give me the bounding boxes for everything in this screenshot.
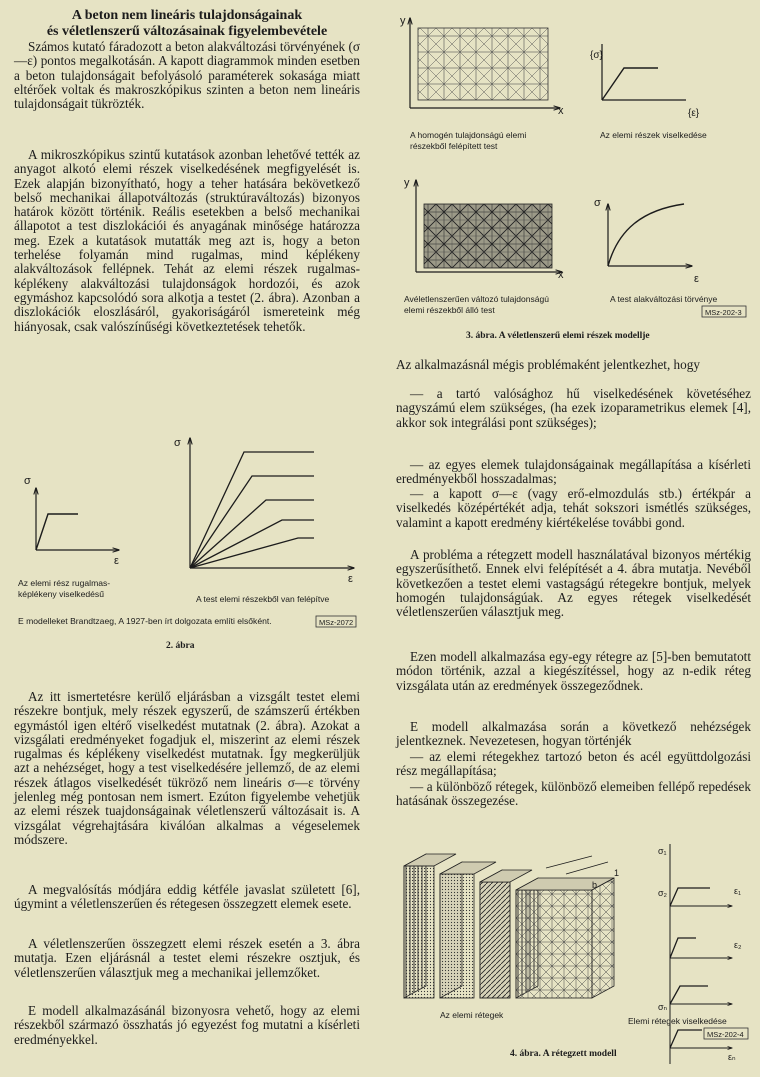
fig3-label-a-2: részekből felépített test [410, 141, 498, 151]
paragraph: Az itt ismertetésre kerülő eljárásban a vizsgált testet elemi részekre bontjuk, mely részek egyszerű, de számszerű értékben egymástól igen eltérő viselkedést mutatnak (2. ábra). Azokat a vizsgálati eredményeket fogadjuk el, miszerint az elemi részek rugalmas és képlékeny viselkedést mutatnak. Így megkerüljük azt a nehézséget, hogy a test viselkedésére jellemző, de az elemi részek átlagos viselkedését tükröző nem lineáris σ—ε törvény jelenleg még pontosan nem ismert. Ezúton figyelembe vehetjük az elemi részek tuajdonságainak véletlenszerű változásait is. A vizsgálat végrehajtására kiválóan alkalmas a végeselemek módszere. [14, 689, 360, 847]
eps-n: εₙ [728, 1052, 736, 1062]
dash-item: — a különböző rétegek, különböző elemeiben fellépő repedések hatásának összegezése. [396, 779, 751, 809]
sigma-1: σ₁ [658, 846, 667, 856]
element-behavior-diagram [590, 44, 700, 119]
x-axis-label: x [558, 269, 564, 281]
deformation-law-diagram [594, 197, 699, 285]
title-line-1: A beton nem lineáris tulajdonságainak [71, 8, 303, 23]
fig3-caption: 3. ábra. A véletlenszerű elemi részek modellje [466, 331, 650, 341]
homogeneous-body-diagram [400, 15, 564, 117]
fig4-label-right: Elemi rétegek viselkedése [628, 1016, 727, 1026]
dash-item: — a kapott σ—ε (vagy erő-elmozdulás stb.) értékpár a viselkedés középértékét adja, tehát sokszori ismétlés szükséges, valamint a kapott eredmény kiértékelése további gond. [396, 486, 751, 530]
epsilon-brace-label: {ε} [688, 108, 700, 119]
paragraph: Ezen modell alkalmazása egy-egy rétegre az [5]-ben bemutatott módon történik, azzal a kiegészítéssel, hogy az n-edik réteg vizsgálata után az eredmények összegeződnek. [396, 649, 751, 693]
dash-item: — az egyes elemek tulajdonságainak megállapítása a kísérleti eredményekből hosszadalmas; [396, 457, 751, 487]
fig2-label-right: A test elemi részekből van felépítve [196, 594, 330, 604]
paragraph: A véletlenszerűen összegzett elemi részek esetén a 3. ábra mutatja. Ezen eljárásnál a testet elemi részekre osztjuk, és véletlenszerűen választjuk meg a mechanikai jellemzőket. [14, 936, 360, 980]
figure-4 [396, 834, 751, 1072]
paragraph: A probléma a rétegzett modell használatával bizonyos mértékig egyszerűsíthető. Ennek elvi felépítését a 4. ábra mutatja. Nevéből következően a testet elemi vastagságú rétegekre bontjuk, melyek homogén tulajdonságúak. Az egyes rétegek viselkedését véletlenszerűen választjuk meg. [396, 547, 751, 620]
fig3-label-b: Az elemi részek viselkedése [600, 130, 707, 140]
figure-2 [14, 430, 360, 672]
sigma-brace-label: {σ} [590, 50, 603, 61]
fig4-caption: 4. ábra. A rétegzett modell [510, 1049, 617, 1059]
eps-1: ε₁ [734, 886, 742, 896]
sigma-n: σₙ [658, 1002, 668, 1012]
paragraph: E modell alkalmazása során a következő nehézségek jelentkeznek. Nevezetesen, hogyan történjék [396, 719, 751, 749]
paragraph: A megvalósítás módjára eddig kétféle javaslat született [6], úgymint a véletlenszerűen és rétegesen összegzett elemek esete. [14, 882, 360, 912]
fig3-label-a-1: A homogén tulajdonságú elemi [410, 130, 527, 140]
test-diagram [174, 437, 354, 585]
paragraph: Számos kutató fáradozott a beton alakváltozási törvényének (σ—ε) pontos megalkotásán. A kapott diagrammok minden esetben a beton tulajdonságait befolyásoló paraméterek sokasága miatt eltérőek voltak és makroszkópikus szinten a beton nem lineáris tulajdonságait tükrözték. [14, 39, 360, 112]
paragraph: A mikroszkópikus szintű kutatások azonban lehetővé tették az anyagot alkotó elemi részek viselkedésének megfigyelését is. Ezek alapján bizonyítható, hogy a teher hatására bekövetkező belső mechanikai állapotváltozás (struktúraváltozás) bizonyos határok között történik. Reális esetekben a belső mechanikai állapotot a test diszlokációi és anyagának minősége határozza meg. Ezek a kutatások mutatták meg azt is, hogy a beton terhelése folyamán mind rugalmas, mind képlékeny alakváltozások fellépnek. Tehát az elemi részek rugalmas-képlékeny alakváltozási tulajdonságok hordozói, és azok egymáshoz kapcsolódó sora alkotja a testet (2. ábra). Azonban a diszlokációk eloszlásáról, gyakoriságáról ismereteink még hiányosak, csak valószínűségi következtetések tehetők. [14, 147, 360, 334]
fig2-note: E modelleket Brandtzaeg, A 1927-ben írt dolgozata említi elsőként. [18, 616, 272, 626]
sigma-label: σ [594, 197, 601, 209]
sigma-2: σ₂ [658, 888, 668, 898]
fig3-label-c-2: elemi részekből álló test [404, 305, 495, 315]
title-line-2: és véletlenszerű változásainak figyelembevétele [46, 24, 328, 39]
random-body-diagram [404, 177, 564, 281]
paragraph: E modell alkalmazásánál bizonyosra vehető, hogy az elemi részekből származó összhatás jó egyezést fog mutatni a kísérleti eredményekkel. [14, 1003, 360, 1047]
dash-item: — az elemi rétegekhez tartozó beton és acél együttdolgozási rész megállapítása; [396, 749, 751, 779]
epsilon-label: ε [114, 555, 119, 567]
epsilon-label: ε [348, 573, 353, 585]
eps-2: ε₂ [734, 940, 742, 950]
fig3-label-c-1: Avéletlenszerűen változó tulajdonságú [404, 294, 549, 304]
elemi-resz-diagram [24, 475, 119, 567]
fig3-label-d: A test alakváltozási törvénye [610, 294, 718, 304]
article-title [14, 8, 360, 40]
dash-item: — a tartó valósághoz hű viselkedésének követéséhez nagyszámú elem szükséges, (ha ezek izoparametrikus elemek [4], akkor sok integrálási pont szükséges); [396, 386, 751, 430]
paragraph: Az alkalmazásnál mégis problémaként jelentkezhet, hogy [396, 357, 700, 372]
epsilon-label: ε [694, 273, 699, 285]
fig2-label-left-1: Az elemi rész rugalmas- [18, 578, 111, 588]
figure-3 [396, 4, 751, 344]
y-axis-label: y [400, 15, 406, 27]
fig2-label-left-2: képlékeny viselkedésű [18, 589, 104, 599]
dim-1: 1 [614, 868, 620, 878]
dim-b: b [592, 880, 598, 890]
layered-slabs [404, 854, 619, 998]
x-axis-label: x [558, 105, 564, 117]
fig4-label-left: Az elemi rétegek [440, 1010, 504, 1020]
fig2-stamp: MSz-2072 [319, 618, 354, 627]
fig3-stamp: MSz-202-3 [705, 308, 742, 317]
fig4-stamp: MSz-202-4 [707, 1030, 744, 1039]
y-axis-label: y [404, 177, 410, 189]
fig2-caption: 2. ábra [166, 641, 195, 651]
sigma-label: σ [24, 475, 31, 487]
sigma-label: σ [174, 437, 181, 449]
